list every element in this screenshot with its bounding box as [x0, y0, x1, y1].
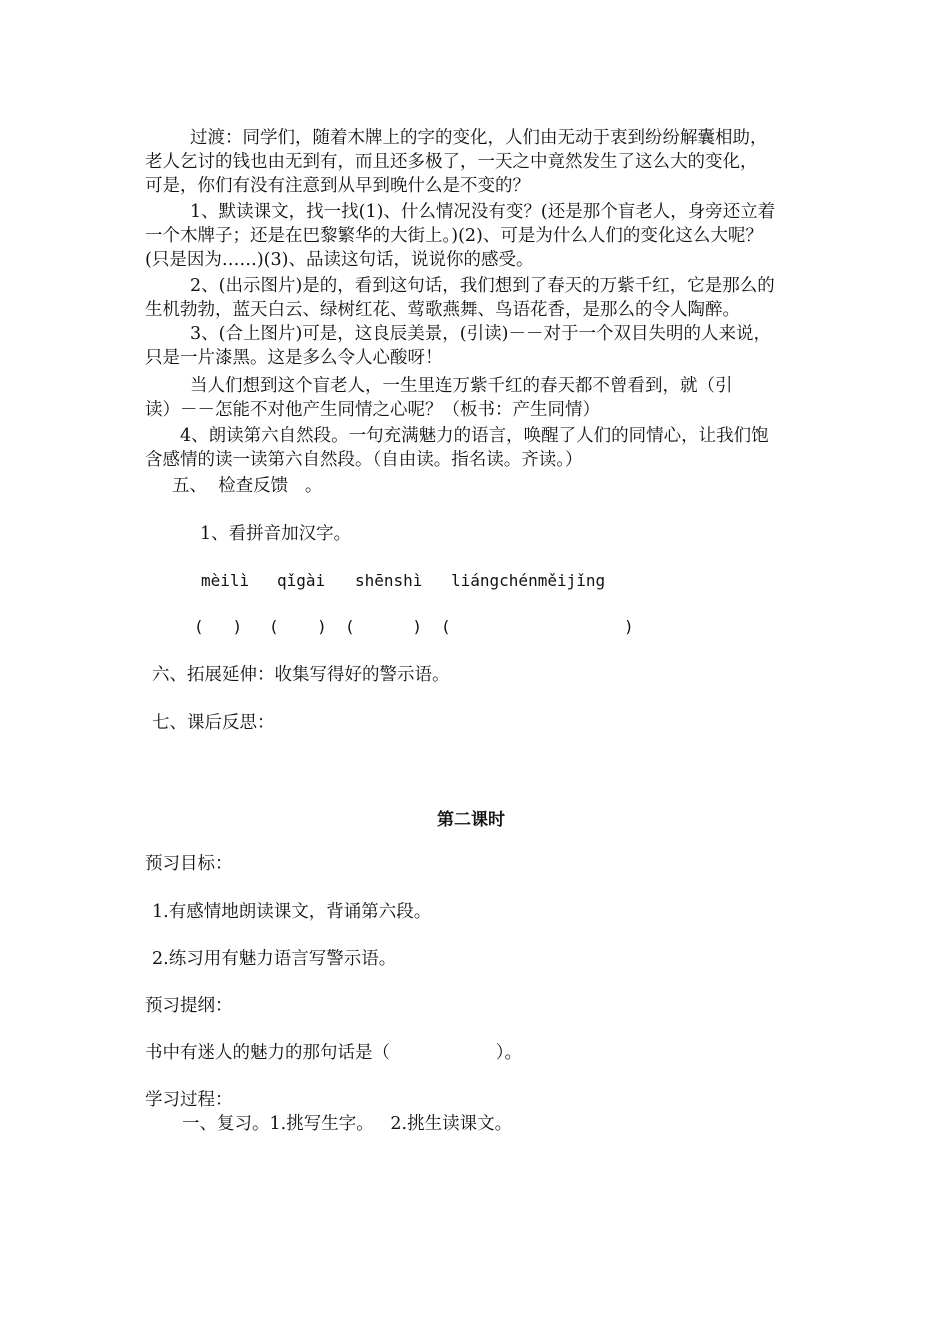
- outline-label: 预习提纲：: [145, 996, 233, 1016]
- process-label: 学习过程：: [145, 1090, 233, 1110]
- step3-line-2: 只是一片漆黑。这是多么令人心酸呀！: [145, 348, 443, 368]
- section6-heading: 六、拓展延伸：收集写得好的警示语。: [152, 665, 450, 685]
- step2-line-2: 生机勃勃，蓝天白云、绿树红花、莺歌燕舞、鸟语花香，是那么的令人陶醉。: [145, 300, 740, 320]
- outline-question[interactable]: 书中有迷人的魅力的那句话是（ ）。: [145, 1043, 522, 1063]
- step1-line-1: 1、默读课文，找一找(1)、什么情况没有变？(还是那个盲老人，身旁还立着: [190, 202, 776, 222]
- step1-line-2: 一个木牌子；还是在巴黎繁华的大街上。)(2)、可是为什么人们的变化这么大呢？: [145, 226, 763, 246]
- step3-line-1: 3、(合上图片)可是，这良辰美景，(引读)－－对于一个双目失明的人来说，: [190, 324, 771, 344]
- transition-line-2: 老人乞讨的钱也由无到有，而且还多极了，一天之中竟然发生了这么大的变化，: [145, 152, 758, 172]
- blank-1[interactable]: ( ): [194, 617, 243, 636]
- transition-line-3: 可是，你们有没有注意到从早到晚什么是不变的？: [145, 176, 530, 196]
- step1-line-3: (只是因为……)(3)、品读这句话，说说你的感受。: [145, 250, 534, 270]
- section5-heading: 五、 检查反馈 。: [172, 476, 323, 496]
- blank-3[interactable]: ( ): [345, 617, 423, 636]
- pinyin-2: qǐgài: [277, 571, 326, 590]
- pinyin-4: liángchénměijǐng: [451, 571, 606, 590]
- step3b-line-2: 读）－－怎能不对他产生同情之心呢？（板书：产生同情）: [145, 400, 600, 420]
- step2-line-1: 2、(出示图片)是的，看到这句话，我们想到了春天的万紫千红，它是那么的: [190, 276, 775, 296]
- goals-label: 预习目标：: [145, 854, 233, 874]
- step4-line-2: 含感情的读一读第六自然段。（自由读。指名读。齐读。）: [145, 450, 583, 470]
- lesson2-title: 第二课时: [437, 810, 505, 830]
- step3b-line-1: 当人们想到这个盲老人，一生里连万紫千红的春天都不曾看到，就（引: [190, 376, 733, 396]
- pinyin-3: shēnshì: [355, 571, 423, 590]
- pinyin-1: mèilì: [201, 571, 250, 590]
- transition-line-1: 过渡：同学们，随着木牌上的字的变化，人们由无动于衷到纷纷解囊相助，: [190, 128, 768, 148]
- goal-1: 1.有感情地朗读课文，背诵第六段。: [152, 902, 432, 922]
- section7-heading: 七、课后反思：: [152, 713, 275, 733]
- pinyin-task: 1、看拼音加汉字。: [200, 524, 352, 544]
- step4-line-1: 4、朗读第六自然段。一句充满魅力的语言，唤醒了人们的同情心，让我们饱: [180, 426, 769, 446]
- blank-2[interactable]: ( ): [269, 617, 327, 636]
- goal-2: 2.练习用有魅力语言写警示语。: [152, 949, 397, 969]
- review-step: 一、复习。1.挑写生字。 2.挑生读课文。: [182, 1114, 513, 1134]
- blank-4[interactable]: ( ): [441, 617, 634, 636]
